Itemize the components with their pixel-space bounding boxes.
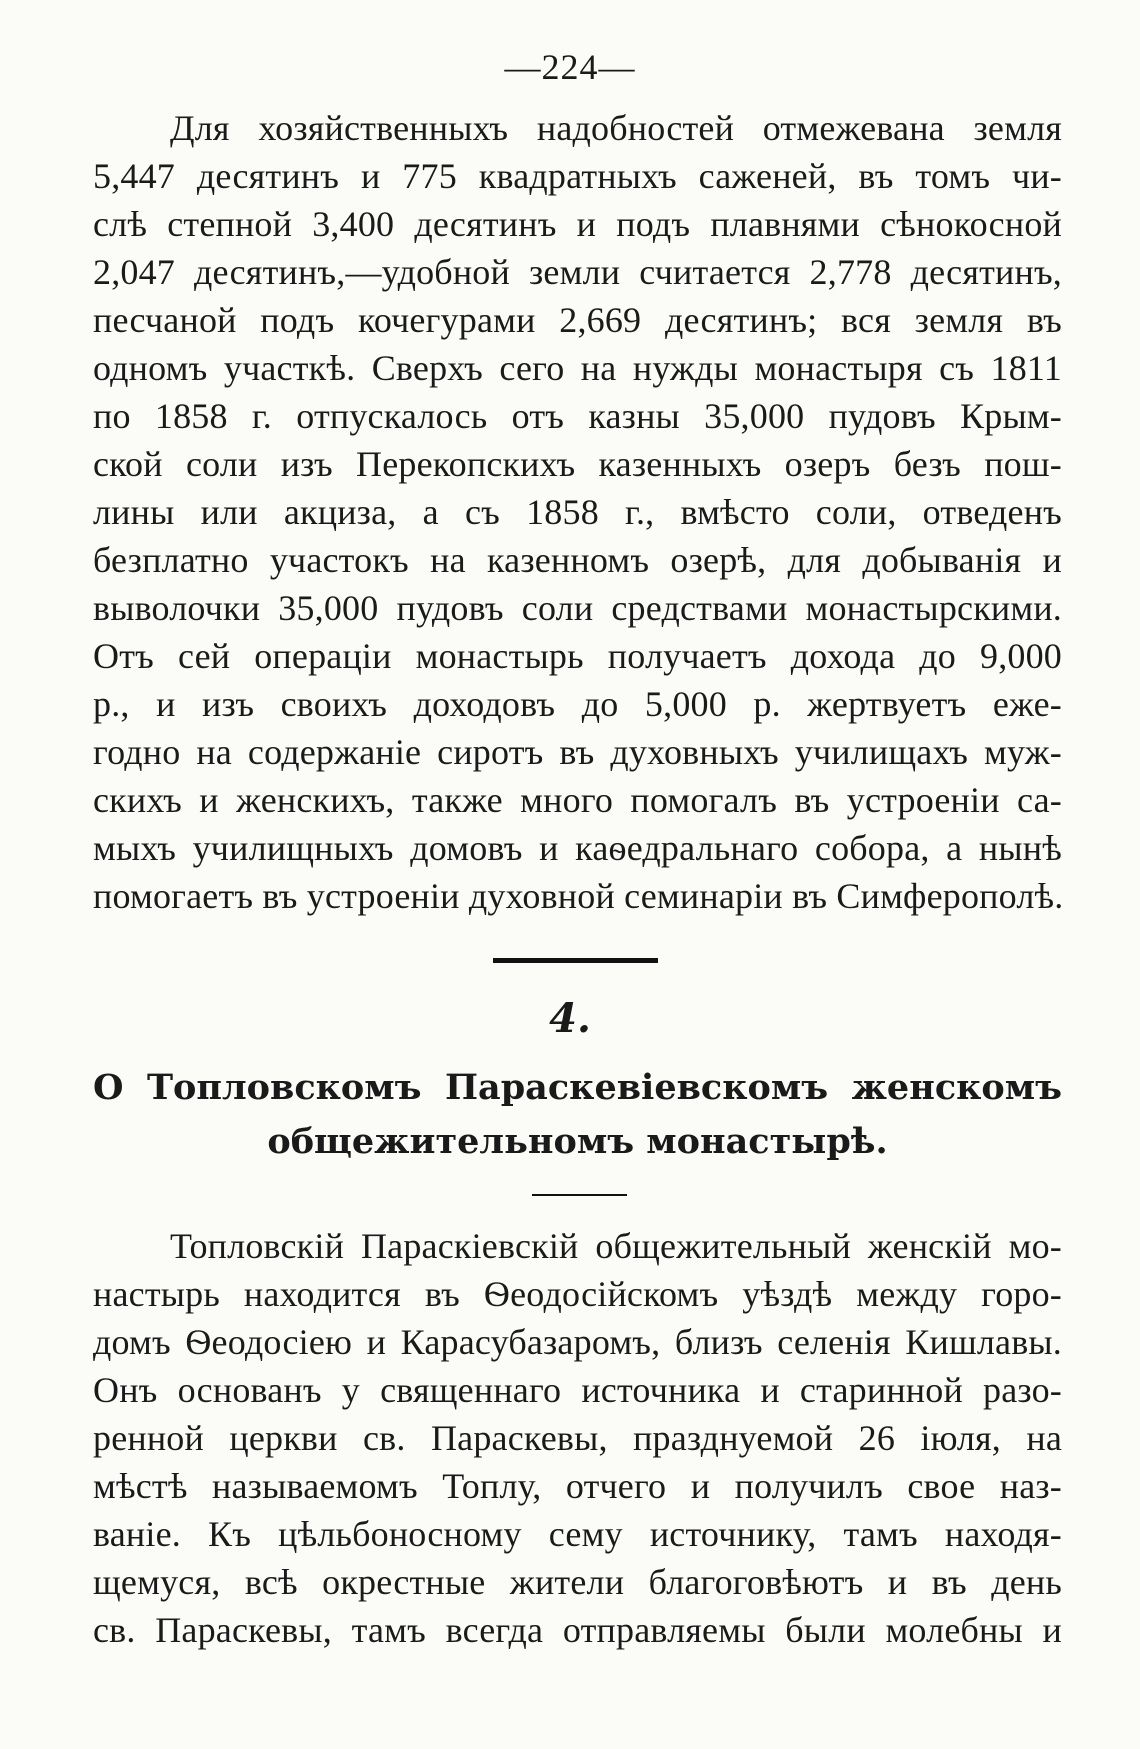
paragraph-2-line: Онъ основанъ у священнаго источника и старинной разо- bbox=[93, 1370, 1062, 1410]
paragraph-2-line: настырь находится въ Ѳеодосійскомъ уѣздѣ между горо- bbox=[93, 1274, 1062, 1314]
paragraph-1-line: годно на содержаніе сиротъ въ духовныхъ училищахъ муж- bbox=[93, 732, 1062, 772]
paragraph-1-line: выволочки 35,000 пудовъ соли средствами монастырскими. bbox=[93, 588, 1062, 628]
section-heading-line-1: О Топловскомъ Параскевіевскомъ женскомъ bbox=[93, 1067, 1062, 1108]
paragraph-2-line: ренной церкви св. Параскевы, празднуемой 26 іюля, на bbox=[93, 1418, 1062, 1458]
section-heading-line-2: общежительномъ монастырѣ. bbox=[267, 1121, 888, 1162]
paragraph-1-line: безплатно участокъ на казенномъ озерѣ, для добыванія и bbox=[93, 540, 1062, 580]
page-number: —224— bbox=[504, 47, 636, 87]
section-number: 4. bbox=[549, 995, 591, 1042]
paragraph-2-line: мѣстѣ называемомъ Топлу, отчего и получилъ свое наз- bbox=[93, 1466, 1062, 1506]
paragraph-2-line: ваніе. Къ цѣльбоносному сему источнику, тамъ находя- bbox=[93, 1514, 1062, 1554]
paragraph-1-line: Для хозяйственныхъ надобностей отмежевана земля bbox=[170, 108, 1062, 148]
paragraph-2-line: Топловскій Параскіевскій общежительный женскій мо- bbox=[170, 1226, 1062, 1266]
paragraph-1-line: 2,047 десятинъ,—удобной земли считается 2,778 десятинъ, bbox=[93, 252, 1062, 292]
paragraph-2-line: щемуся, всѣ окрестные жители благоговѣютъ и въ день bbox=[93, 1562, 1062, 1602]
paragraph-1-line: Отъ сей операціи монастырь получаетъ дохода до 9,000 bbox=[93, 636, 1062, 676]
section-divider bbox=[493, 958, 658, 963]
paragraph-1-line: лины или акциза, а съ 1858 г., вмѣсто соли, отведенъ bbox=[93, 492, 1062, 532]
paragraph-2-line: домъ Ѳеодосіею и Карасубазаромъ, близъ селенія Кишлавы. bbox=[93, 1322, 1062, 1362]
paragraph-1-line: мыхъ училищныхъ домовъ и каѳедральнаго собора, а нынѣ bbox=[93, 828, 1062, 868]
paragraph-1-line: помогаетъ въ устроеніи духовной семинаріи въ Симферополѣ. bbox=[93, 876, 1064, 916]
paragraph-1-line: одномъ участкѣ. Сверхъ сего на нужды монастыря съ 1811 bbox=[93, 348, 1062, 388]
heading-underline bbox=[532, 1194, 627, 1196]
paragraph-1-line: песчаной подъ кочегурами 2,669 десятинъ; вся земля въ bbox=[93, 300, 1062, 340]
paragraph-1-line: р., и изъ своихъ доходовъ до 5,000 р. жертвуетъ еже- bbox=[93, 684, 1062, 724]
paragraph-2-line: св. Параскевы, тамъ всегда отправляемы были молебны и bbox=[93, 1610, 1062, 1650]
paragraph-1-line: слѣ степной 3,400 десятинъ и подъ плавнями сѣнокосной bbox=[93, 204, 1062, 244]
paragraph-1-line: ской соли изъ Перекопскихъ казенныхъ озеръ безъ пош- bbox=[93, 444, 1062, 484]
paragraph-1-line: скихъ и женскихъ, также много помогалъ въ устроеніи са- bbox=[93, 780, 1062, 820]
paragraph-1-line: по 1858 г. отпускалось отъ казны 35,000 пудовъ Крым- bbox=[93, 396, 1062, 436]
paragraph-1-line: 5,447 десятинъ и 775 квадратныхъ саженей, въ томъ чи- bbox=[93, 156, 1062, 196]
